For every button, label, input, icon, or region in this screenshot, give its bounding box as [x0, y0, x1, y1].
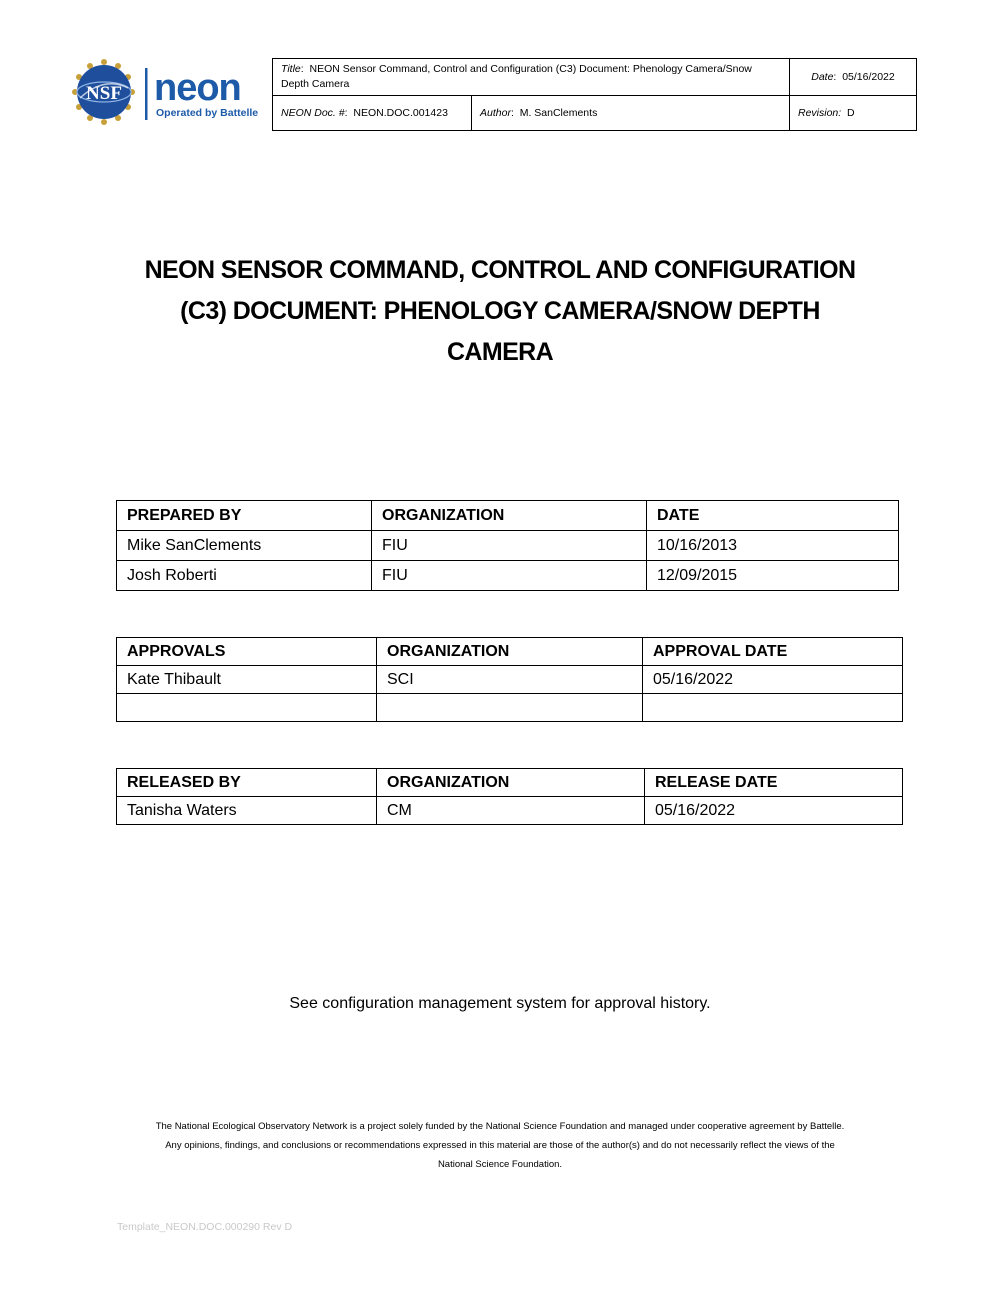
- table-cell: Josh Roberti: [117, 561, 372, 591]
- table-cell: 05/16/2022: [643, 666, 903, 694]
- released-by-table: [116, 768, 903, 825]
- table-cell: Tanisha Waters: [117, 797, 377, 825]
- table-row: [117, 694, 903, 722]
- funding-disclaimer: [110, 1117, 890, 1174]
- column-header: APPROVAL DATE: [643, 638, 903, 666]
- table-cell: FIU: [372, 561, 647, 591]
- table-cell: Kate Thibault: [117, 666, 377, 694]
- column-header: ORGANIZATION: [377, 638, 643, 666]
- date-label: Date: [811, 70, 834, 83]
- document-title: [100, 250, 900, 373]
- neon-wordmark: neon: [154, 67, 241, 109]
- column-header: DATE: [647, 501, 899, 531]
- title-line: NEON SENSOR COMMAND, CONTROL AND CONFIGURATION: [144, 256, 856, 284]
- column-header: ORGANIZATION: [377, 769, 645, 797]
- disclaimer-line: National Science Foundation.: [437, 1159, 563, 1170]
- doc-num-label: NEON Doc. #: [281, 106, 345, 119]
- logo-graphic: [66, 58, 270, 132]
- header-title-cell: Title: NEON Sensor Command, Control and Configuration (C3) Document: Phenology Camera/Snow Depth Camera: [273, 59, 790, 96]
- nsf-text: NSF: [86, 83, 122, 104]
- header-date-cell: Date: 05/16/2022: [790, 59, 917, 96]
- table-row: [117, 531, 899, 561]
- logo-divider: [145, 68, 148, 120]
- table-row: [117, 666, 903, 694]
- table-header-row: [117, 769, 903, 797]
- column-header: RELEASED BY: [117, 769, 377, 797]
- title-line: (C3) DOCUMENT: PHENOLOGY CAMERA/SNOW DEPTH: [180, 297, 820, 325]
- prepared-by-table: [116, 500, 899, 591]
- table-header-row: [117, 638, 903, 666]
- disclaimer-line: Any opinions, findings, and conclusions or recommendations expressed in this material are those of the author(s) and do not necessarily reflect the views of the: [165, 1140, 835, 1151]
- table-row: [117, 561, 899, 591]
- table-header-row: [117, 501, 899, 531]
- operated-by-text: Operated by Battelle: [156, 107, 259, 119]
- column-header: ORGANIZATION: [372, 501, 647, 531]
- author-value: M. SanClements: [519, 106, 598, 119]
- title-label: Title: [281, 63, 301, 75]
- disclaimer-line: The National Ecological Observatory Network is a project solely funded by the National Science Foundation and managed under cooperative agreement by Battelle.: [155, 1121, 845, 1132]
- document-header-table: [272, 58, 917, 131]
- author-label: Author: [480, 106, 511, 119]
- table-row: [117, 797, 903, 825]
- table-cell: FIU: [372, 531, 647, 561]
- approvals-table: [116, 637, 903, 722]
- neon-nsf-logo: [66, 58, 270, 132]
- doc-num-value: NEON.DOC.001423: [353, 106, 448, 119]
- table-cell: 05/16/2022: [645, 797, 903, 825]
- table-cell: 10/16/2013: [647, 531, 899, 561]
- table-cell: 12/09/2015: [647, 561, 899, 591]
- header-author-cell: Author: M. SanClements: [472, 96, 790, 131]
- title-line: CAMERA: [446, 338, 554, 366]
- nsf-seal: [72, 59, 135, 125]
- header-revision-cell: [790, 96, 917, 131]
- table-cell: [377, 694, 643, 722]
- revision-label: Revision:: [798, 106, 842, 119]
- date-value: 05/16/2022: [842, 70, 895, 83]
- header-docnum-cell: NEON Doc. #: NEON.DOC.001423: [273, 96, 472, 131]
- template-identifier: Template_NEON.DOC.000290 Rev D: [117, 1221, 293, 1233]
- column-header: APPROVALS: [117, 638, 377, 666]
- title-value: NEON Sensor Command, Control and Configuration (C3) Document: Phenology Camera/Snow Depth Camera: [281, 63, 752, 90]
- revision-value: D: [847, 106, 855, 119]
- table-cell: Mike SanClements: [117, 531, 372, 561]
- table-cell: SCI: [377, 666, 643, 694]
- approval-history-note: See configuration management system for approval history.: [289, 995, 711, 1012]
- table-cell: CM: [377, 797, 645, 825]
- column-header: PREPARED BY: [117, 501, 372, 531]
- table-cell: [117, 694, 377, 722]
- table-cell: [643, 694, 903, 722]
- column-header: RELEASE DATE: [645, 769, 903, 797]
